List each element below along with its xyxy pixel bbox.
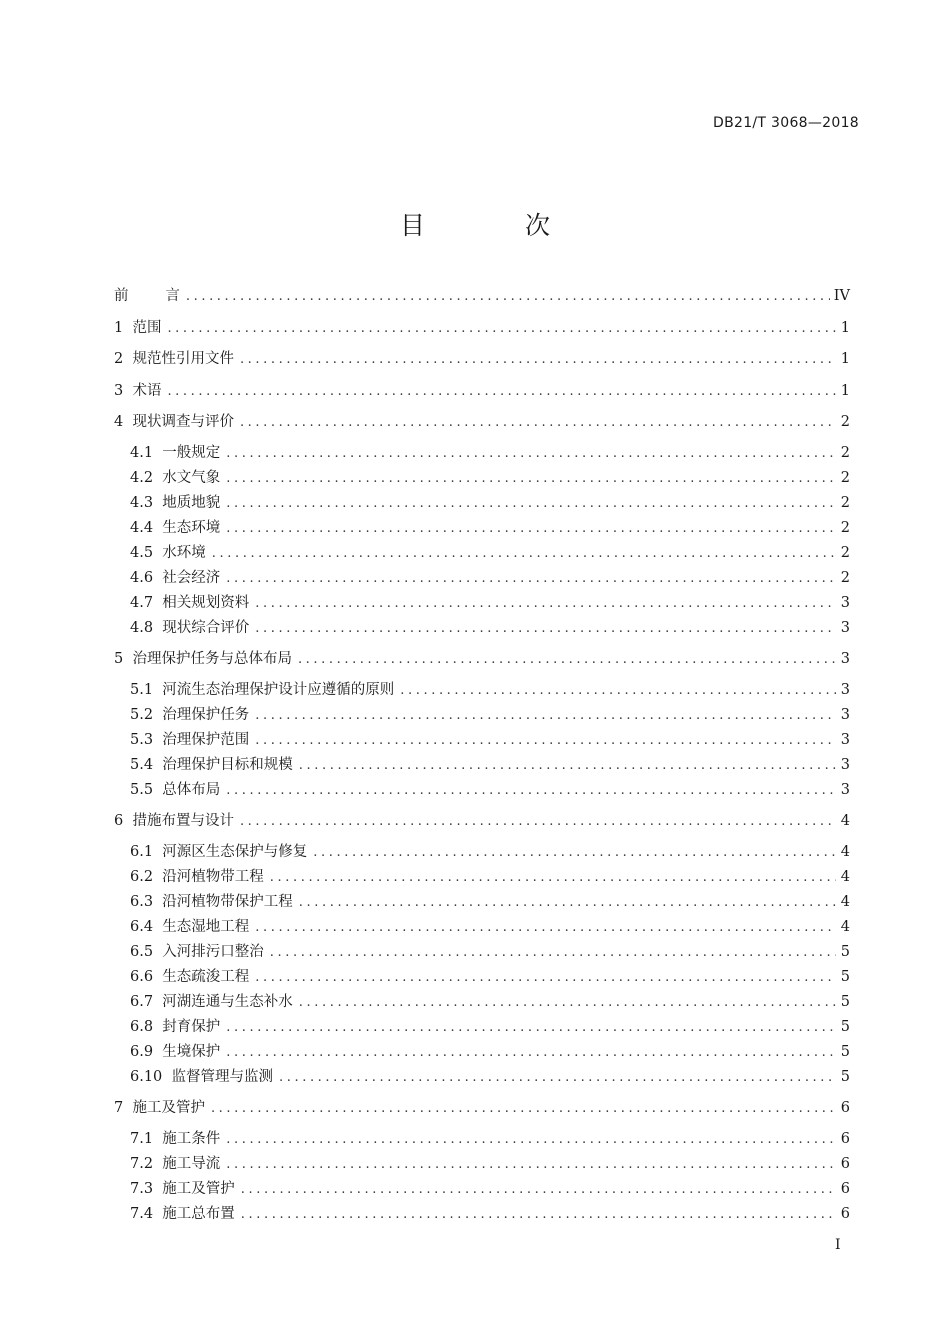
toc-entry-number: 6.5 (130, 944, 163, 960)
toc-entry-page: 4 (840, 813, 850, 829)
page-number: I (835, 1237, 841, 1253)
toc-entry-page: 3 (840, 782, 850, 798)
toc-entry-page: 1 (840, 351, 850, 367)
toc-entry-page: 3 (840, 707, 850, 723)
toc-entry-number: 4 (114, 414, 133, 430)
toc-dot-leader (186, 287, 830, 307)
toc-entry-page: 6 (840, 1181, 850, 1197)
toc-entry[interactable] (114, 349, 850, 369)
toc-entry-number: 6.8 (130, 1019, 163, 1035)
toc-entry-label: 术语 (132, 383, 162, 399)
toc-entry-page: 2 (840, 495, 850, 511)
toc-entry-label: 地质地貌 (162, 495, 221, 511)
toc-entry[interactable] (130, 842, 850, 862)
toc-entry[interactable] (130, 705, 850, 725)
toc-entry-label: 河流生态治理保护设计应遵循的原则 (162, 682, 395, 698)
toc-entry-number: 7.3 (130, 1181, 163, 1197)
toc-entry-label: 生态疏浚工程 (162, 969, 250, 985)
toc-entry[interactable] (114, 811, 850, 831)
toc-entry-number: 2 (114, 351, 133, 367)
toc-entry-number: 6.2 (130, 869, 163, 885)
toc-entry-number: 6.6 (130, 969, 163, 985)
toc-entry-page: 6 (840, 1131, 850, 1147)
toc-entry[interactable] (130, 443, 850, 463)
toc-dot-leader (255, 594, 836, 614)
toc-entry-page: 1 (840, 320, 850, 336)
toc-entry-page: 5 (840, 1069, 850, 1085)
toc-entry-page: 5 (840, 944, 850, 960)
toc-entry-page: 3 (840, 620, 850, 636)
toc-entry-label: 沿河植物带保护工程 (162, 894, 293, 910)
toc-dot-leader (226, 469, 836, 489)
toc-entry-number: 1 (114, 320, 133, 336)
toc-entry-label: 生境保护 (162, 1044, 221, 1060)
toc-entry-number: 5.2 (130, 707, 163, 723)
toc-entry[interactable] (130, 755, 850, 775)
toc-dot-leader (299, 756, 836, 776)
toc-entry-number: 7.2 (130, 1156, 163, 1172)
toc-entry-page: 4 (840, 894, 850, 910)
toc-entry[interactable] (130, 618, 850, 638)
toc-entry[interactable] (130, 1204, 850, 1224)
toc-entry-page: 4 (840, 844, 850, 860)
doc-code: DB21/T 3068—2018 (713, 115, 859, 131)
toc-entry-number: 4.4 (130, 520, 163, 536)
toc-entry-page: 5 (840, 1044, 850, 1060)
toc-entry[interactable] (130, 1067, 850, 1087)
toc-entry-number: 5.3 (130, 732, 163, 748)
toc-entry-label: 河湖连通与生态补水 (162, 994, 293, 1010)
toc-dot-leader (240, 350, 836, 370)
toc-entry-page: 2 (840, 445, 850, 461)
toc-entry[interactable] (130, 867, 850, 887)
toc-dot-leader (270, 868, 836, 888)
toc-entry-label: 治理保护任务 (162, 707, 250, 723)
toc-entry-number: 4.1 (130, 445, 163, 461)
toc-entry-page: 3 (840, 682, 850, 698)
page-title: 目 次 (400, 211, 596, 240)
toc-entry-number: 6.3 (130, 894, 163, 910)
toc-entry-label: 现状综合评价 (162, 620, 250, 636)
toc-entry[interactable] (114, 1098, 850, 1118)
toc-dot-leader (226, 1043, 836, 1063)
toc-entry-number: 7.1 (130, 1131, 163, 1147)
toc-entry-label: 施工导流 (162, 1156, 221, 1172)
toc-entry-label: 总体布局 (162, 782, 221, 798)
toc-dot-leader (270, 943, 836, 963)
toc-entry-page: 6 (840, 1100, 850, 1116)
toc-entry-page: 5 (840, 994, 850, 1010)
toc-entry[interactable] (130, 917, 850, 937)
toc-entry-page: 5 (840, 1019, 850, 1035)
toc-dot-leader (240, 812, 836, 832)
toc-entry-label: 相关规划资料 (162, 595, 250, 611)
toc-entry-page: 5 (840, 969, 850, 985)
toc-dot-leader (240, 413, 836, 433)
toc-entry-page: 6 (840, 1156, 850, 1172)
toc-entry-label: 河源区生态保护与修复 (162, 844, 308, 860)
toc-entry[interactable] (130, 992, 850, 1012)
toc-entry-page: 2 (840, 470, 850, 486)
toc-entry-page: 3 (840, 732, 850, 748)
toc-dot-leader (226, 1130, 836, 1150)
toc-entry-page: 4 (840, 919, 850, 935)
toc-entry[interactable] (130, 942, 850, 962)
toc-dot-leader (167, 319, 836, 339)
toc-entry[interactable] (130, 468, 850, 488)
toc-entry-label: 一般规定 (162, 445, 221, 461)
toc-entry-number: 4.7 (130, 595, 163, 611)
toc-entry[interactable] (130, 680, 850, 700)
toc-entry[interactable] (114, 412, 850, 432)
toc-dot-leader (226, 1155, 836, 1175)
toc-entry-page: 2 (840, 545, 850, 561)
toc-entry[interactable] (130, 593, 850, 613)
toc-entry[interactable] (130, 568, 850, 588)
toc-entry-label: 范围 (132, 320, 162, 336)
toc-entry-label: 施工及管护 (132, 1100, 205, 1116)
toc-dot-leader (226, 519, 836, 539)
toc-entry-number: 6.10 (130, 1069, 172, 1085)
toc-dot-leader (255, 706, 836, 726)
toc-dot-leader (255, 619, 836, 639)
toc-entry-page: 2 (840, 520, 850, 536)
toc-entry-number: 4.2 (130, 470, 163, 486)
toc-dot-leader (313, 843, 836, 863)
toc-entry-label: 生态湿地工程 (162, 919, 250, 935)
toc-entry[interactable] (114, 381, 850, 401)
toc-entry[interactable] (130, 493, 850, 513)
toc-entry-page: 3 (840, 651, 850, 667)
toc-dot-leader (167, 382, 836, 402)
toc-entry-page: 1 (840, 383, 850, 399)
toc-entry[interactable] (130, 518, 850, 538)
toc-entry-number: 5.1 (130, 682, 163, 698)
toc-dot-leader (299, 893, 836, 913)
toc-dot-leader (255, 968, 836, 988)
toc-dot-leader (226, 1018, 836, 1038)
toc-entry-label: 前 言 (114, 288, 180, 304)
toc-entry[interactable] (130, 1179, 850, 1199)
toc-entry-label: 社会经济 (162, 570, 221, 586)
toc-entry-label: 施工条件 (162, 1131, 221, 1147)
toc-entry[interactable] (130, 1154, 850, 1174)
toc-entry-page: IV (833, 288, 850, 304)
toc-entry-number: 5 (114, 651, 133, 667)
toc-dot-leader (298, 650, 836, 670)
toc-entry-label: 施工及管护 (162, 1181, 235, 1197)
toc-entry-page: 3 (840, 757, 850, 773)
toc-dot-leader (255, 731, 836, 751)
toc-entry-number: 6 (114, 813, 133, 829)
toc-entry-label: 治理保护目标和规模 (162, 757, 293, 773)
toc-entry-page: 2 (840, 570, 850, 586)
toc-dot-leader (241, 1180, 836, 1200)
toc-dot-leader (279, 1068, 836, 1088)
toc-entry-number: 6.1 (130, 844, 163, 860)
toc-entry-label: 入河排污口整治 (162, 944, 264, 960)
toc-entry-label: 施工总布置 (162, 1206, 235, 1222)
toc-dot-leader (226, 444, 836, 464)
toc-entry-label: 水文气象 (162, 470, 221, 486)
toc-entry-label: 规范性引用文件 (132, 351, 234, 367)
toc-entry[interactable] (130, 1129, 850, 1149)
toc-entry-label: 措施布置与设计 (132, 813, 234, 829)
toc-entry[interactable] (114, 649, 850, 669)
toc-entry[interactable] (130, 780, 850, 800)
toc-dot-leader (299, 993, 836, 1013)
toc-entry-number: 4.5 (130, 545, 163, 561)
toc-entry[interactable] (130, 1017, 850, 1037)
toc-entry[interactable] (130, 892, 850, 912)
toc-dot-leader (226, 781, 836, 801)
toc-dot-leader (226, 569, 836, 589)
toc-entry-page: 6 (840, 1206, 850, 1222)
toc-entry-label: 水环境 (162, 545, 206, 561)
toc-entry-label: 沿河植物带工程 (162, 869, 264, 885)
toc-entry-number: 7.4 (130, 1206, 163, 1222)
toc-dot-leader (255, 918, 836, 938)
toc-dot-leader (212, 544, 836, 564)
toc-entry[interactable] (114, 286, 850, 306)
toc-entry-number: 4.8 (130, 620, 163, 636)
toc-entry[interactable] (130, 967, 850, 987)
toc-entry-number: 7 (114, 1100, 133, 1116)
toc-entry[interactable] (114, 318, 850, 338)
toc-entry-label: 封育保护 (162, 1019, 221, 1035)
toc-entry-label: 现状调查与评价 (132, 414, 234, 430)
toc-entry-number: 6.7 (130, 994, 163, 1010)
toc-dot-leader (241, 1205, 836, 1225)
toc-entry-number: 4.3 (130, 495, 163, 511)
toc-dot-leader (400, 681, 836, 701)
toc-dot-leader (211, 1099, 836, 1119)
toc-entry-number: 6.9 (130, 1044, 163, 1060)
toc-entry-page: 3 (840, 595, 850, 611)
toc-entry-label: 治理保护任务与总体布局 (132, 651, 292, 667)
toc-entry-number: 5.5 (130, 782, 163, 798)
toc-entry[interactable] (130, 1042, 850, 1062)
toc-entry-number: 5.4 (130, 757, 163, 773)
toc-entry-label: 生态环境 (162, 520, 221, 536)
toc-entry-label: 监督管理与监测 (171, 1069, 274, 1085)
toc-entry-label: 治理保护范围 (162, 732, 250, 748)
toc-entry-page: 4 (840, 869, 850, 885)
toc-entry[interactable] (130, 543, 850, 563)
toc-dot-leader (226, 494, 836, 514)
toc-entry[interactable] (130, 730, 850, 750)
toc-entry-number: 6.4 (130, 919, 163, 935)
toc-entry-page: 2 (840, 414, 850, 430)
toc-entry-number: 4.6 (130, 570, 163, 586)
toc-entry-number: 3 (114, 383, 133, 399)
